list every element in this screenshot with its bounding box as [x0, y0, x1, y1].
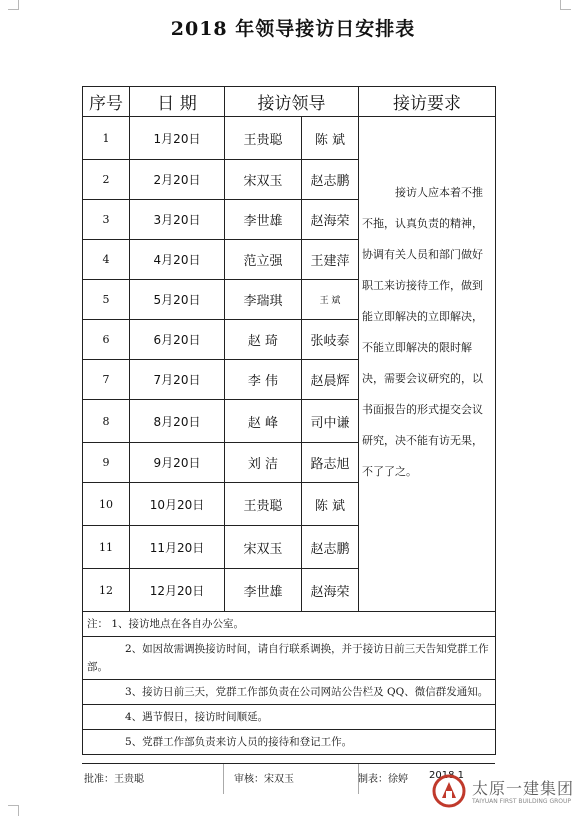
requirements-cell	[359, 117, 496, 612]
leader-secondary-cell: 司中谦	[302, 400, 359, 443]
serial-cell: 3	[83, 200, 130, 240]
leader-secondary-cell: 赵晨辉	[302, 360, 359, 400]
notes-cell	[83, 680, 496, 705]
requirement-text: 不了了之。	[362, 465, 417, 478]
requirement-line	[362, 177, 492, 208]
note-item: 注： 1、接访地点在各自办公室。	[87, 618, 245, 630]
date-cell: 12月20日	[130, 569, 225, 612]
requirement-line	[362, 394, 492, 425]
note-item: 2、如因故需调换接访时间，请自行联系调换，并于接访日前三天告知党群工作部。	[87, 643, 489, 673]
document-title: 2018 年领导接访日安排表	[170, 18, 416, 40]
page-corner-mark	[8, 805, 19, 816]
serial-cell: 6	[83, 320, 130, 360]
requirement-text: 能立即解决的立即解决，	[362, 310, 483, 323]
watermark-subtitle: TAIYUAN FIRST BUILDING GROUP	[472, 798, 572, 805]
leader-primary-cell: 李瑞琪	[225, 280, 302, 320]
serial-cell: 9	[83, 443, 130, 483]
requirement-text: 书面报告的形式提交会议	[362, 403, 483, 416]
date-cell: 9月20日	[130, 443, 225, 483]
leader-secondary-cell: 路志旭	[302, 443, 359, 483]
table-header-row	[83, 87, 496, 117]
header-leaders: 接访领导	[225, 87, 359, 117]
leader-secondary-cell: 赵海荣	[302, 569, 359, 612]
serial-cell: 12	[83, 569, 130, 612]
serial-cell: 8	[83, 400, 130, 443]
date-cell: 8月20日	[130, 400, 225, 443]
leader-primary-cell: 刘 洁	[225, 443, 302, 483]
date-cell: 3月20日	[130, 200, 225, 240]
leader-secondary-cell: 张岐泰	[302, 320, 359, 360]
leader-secondary-cell: 王 斌	[302, 280, 359, 320]
leader-secondary-cell: 赵志鹏	[302, 526, 359, 569]
notes-row	[83, 730, 496, 755]
watermark-name: 太原一建集团	[472, 779, 575, 798]
company-logo-icon	[432, 774, 466, 808]
header-date: 日 期	[130, 87, 225, 117]
serial-cell: 2	[83, 160, 130, 200]
leader-primary-cell: 王贵聪	[225, 483, 302, 526]
requirement-text: 不拖，认真负责的精神，	[362, 217, 483, 230]
requirement-line	[362, 239, 492, 270]
notes-row	[83, 637, 496, 680]
requirement-line	[362, 456, 492, 487]
date-cell: 4月20日	[130, 240, 225, 280]
notes-cell	[83, 612, 496, 637]
notes-cell	[83, 730, 496, 755]
date-cell: 11月20日	[130, 526, 225, 569]
serial-cell: 10	[83, 483, 130, 526]
notes-cell	[83, 705, 496, 730]
leader-secondary-cell: 陈 斌	[302, 117, 359, 160]
serial-cell: 4	[83, 240, 130, 280]
serial-cell: 11	[83, 526, 130, 569]
leader-primary-cell: 李世雄	[225, 569, 302, 612]
leader-primary-cell: 李 伟	[225, 360, 302, 400]
date-cell: 1月20日	[130, 117, 225, 160]
leader-secondary-cell: 陈 斌	[302, 483, 359, 526]
header-requirements: 接访要求	[359, 87, 496, 117]
schedule-table	[82, 86, 496, 755]
note-item: 3、接访日前三天，党群工作部负责在公司网站公告栏及 QQ、微信群发通知。	[125, 686, 489, 698]
leader-secondary-cell: 赵志鹏	[302, 160, 359, 200]
requirement-line	[362, 301, 492, 332]
requirement-text: 决，需要会议研究的，以	[362, 372, 483, 385]
leader-primary-cell: 宋双玉	[225, 526, 302, 569]
serial-cell: 1	[83, 117, 130, 160]
leader-secondary-cell: 赵海荣	[302, 200, 359, 240]
requirement-line	[362, 332, 492, 363]
note-item: 5、党群工作部负责来访人员的接待和登记工作。	[125, 736, 353, 748]
date-cell: 10月20日	[130, 483, 225, 526]
date-cell: 7月20日	[130, 360, 225, 400]
date-cell: 2月20日	[130, 160, 225, 200]
leader-primary-cell: 宋双玉	[225, 160, 302, 200]
serial-cell: 5	[83, 280, 130, 320]
page-corner-mark	[560, 0, 571, 10]
requirement-text: 协调有关人员和部门做好	[362, 248, 483, 261]
leader-primary-cell: 范立强	[225, 240, 302, 280]
date-field: 2018.1	[429, 770, 464, 781]
leader-secondary-cell: 王建萍	[302, 240, 359, 280]
requirement-text: 职工来访接待工作，做到	[362, 279, 483, 292]
approve-field: 批准：王贵聪	[84, 774, 144, 785]
notes-row	[83, 705, 496, 730]
notes-row	[83, 612, 496, 637]
requirement-line	[362, 208, 492, 239]
notes-row	[83, 680, 496, 705]
review-field: 审核：宋双玉	[234, 774, 294, 785]
watermark-logo	[432, 774, 582, 814]
leader-primary-cell: 赵 琦	[225, 320, 302, 360]
made-by-field: 制表：徐婷	[358, 774, 408, 785]
requirement-text: 研究，决不能有访无果，	[362, 434, 483, 447]
requirement-text: 接访人应本着不推	[395, 186, 483, 199]
leader-primary-cell: 赵 峰	[225, 400, 302, 443]
serial-cell: 7	[83, 360, 130, 400]
requirement-line	[362, 425, 492, 456]
table-row	[83, 117, 496, 160]
date-cell: 6月20日	[130, 320, 225, 360]
page-corner-mark	[8, 0, 19, 10]
requirement-line	[362, 363, 492, 394]
footer-divider	[223, 764, 224, 794]
requirement-text: 不能立即解决的限时解	[362, 341, 472, 354]
notes-cell	[83, 637, 496, 680]
leader-primary-cell: 王贵聪	[225, 117, 302, 160]
note-item: 4、遇节假日，接访时间顺延。	[125, 711, 269, 723]
leader-primary-cell: 李世雄	[225, 200, 302, 240]
header-serial: 序号	[83, 87, 130, 117]
date-cell: 5月20日	[130, 280, 225, 320]
requirement-line	[362, 270, 492, 301]
